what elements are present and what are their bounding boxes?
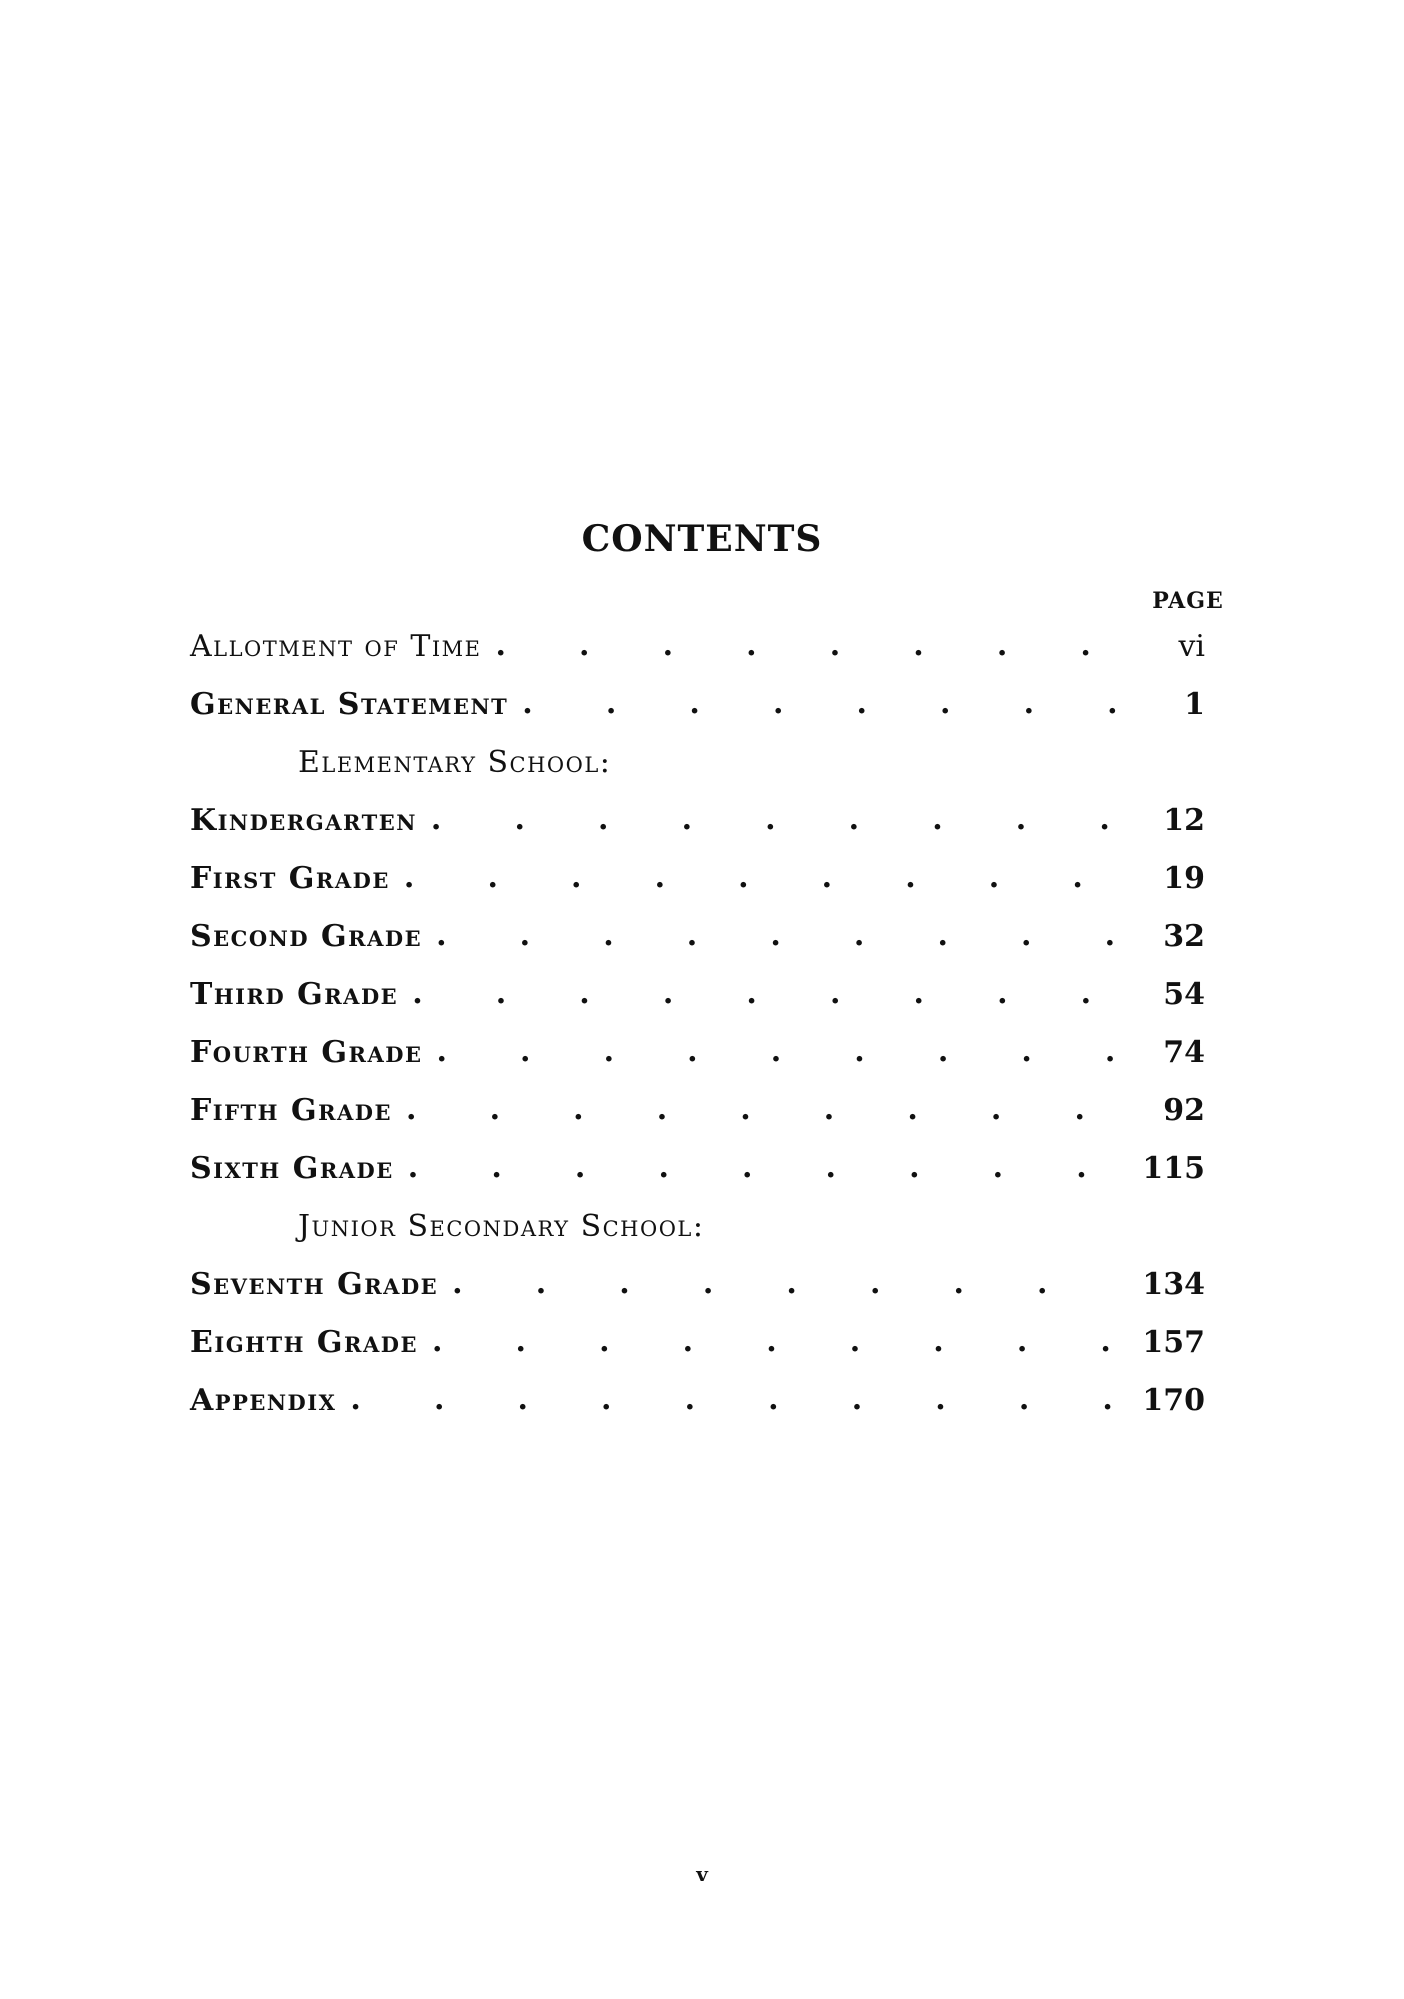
dot-leader bbox=[404, 858, 1120, 898]
toc-entry-page: 54 bbox=[1163, 976, 1205, 1012]
dot-leader bbox=[432, 1322, 1120, 1362]
toc-entry-label: Fourth Grade bbox=[190, 1034, 423, 1070]
toc-entry-page: 1 bbox=[1184, 686, 1205, 722]
toc-entry bbox=[190, 965, 1205, 1023]
toc-entry-label: Kindergarten bbox=[190, 802, 417, 838]
toc-section-heading: Elementary School: bbox=[298, 744, 612, 780]
page-folio: v bbox=[696, 1862, 708, 1886]
toc-entry-label: Third Grade bbox=[190, 976, 399, 1012]
dot-leader bbox=[406, 1090, 1120, 1130]
toc-entry-page: 115 bbox=[1142, 1150, 1205, 1186]
toc-entry bbox=[190, 791, 1205, 849]
dot-leader bbox=[350, 1380, 1120, 1420]
dot-leader bbox=[522, 684, 1120, 724]
toc-entry-label: Second Grade bbox=[190, 918, 423, 954]
toc-entry-label: First Grade bbox=[190, 860, 390, 896]
dot-leader bbox=[431, 800, 1120, 840]
dot-leader bbox=[408, 1148, 1120, 1188]
toc-entry bbox=[190, 1313, 1205, 1371]
dot-leader bbox=[452, 1264, 1120, 1304]
toc-entry bbox=[190, 907, 1205, 965]
toc-entry bbox=[190, 675, 1205, 733]
dot-leader bbox=[496, 626, 1121, 666]
toc-entry bbox=[190, 1081, 1205, 1139]
toc-entry-page: 12 bbox=[1163, 802, 1205, 838]
toc-entry-page: 74 bbox=[1163, 1034, 1205, 1070]
toc-entry bbox=[190, 1023, 1205, 1081]
toc-entry-label: Appendix bbox=[190, 1382, 337, 1418]
toc-entry-page: 19 bbox=[1163, 860, 1205, 896]
toc-entry-page: 157 bbox=[1142, 1324, 1205, 1360]
toc-entry bbox=[190, 849, 1205, 907]
toc-entry-page: 170 bbox=[1142, 1382, 1205, 1418]
toc-section-heading: Junior Secondary School: bbox=[298, 1208, 705, 1244]
dot-leader bbox=[436, 916, 1120, 956]
toc-entry-label: Fifth Grade bbox=[190, 1092, 393, 1128]
page-column-header: PAGE bbox=[1152, 588, 1224, 614]
toc-entry-label: Eighth Grade bbox=[190, 1324, 418, 1360]
dot-leader bbox=[436, 1032, 1120, 1072]
toc-entry-page: 32 bbox=[1163, 918, 1205, 954]
toc-entry bbox=[190, 617, 1205, 675]
table-of-contents bbox=[190, 617, 1205, 1429]
toc-entry-page: 134 bbox=[1142, 1266, 1205, 1302]
toc-entry-label: Allotment of Time bbox=[190, 628, 482, 664]
page-title: CONTENTS bbox=[581, 518, 823, 560]
toc-entry bbox=[190, 1255, 1205, 1313]
toc-entry-label: Seventh Grade bbox=[190, 1266, 439, 1302]
toc-entry-label: Sixth Grade bbox=[190, 1150, 394, 1186]
toc-entry bbox=[190, 1371, 1205, 1429]
toc-entry-page: 92 bbox=[1163, 1092, 1205, 1128]
toc-entry bbox=[190, 1139, 1205, 1197]
toc-entry-page: vi bbox=[1178, 628, 1205, 664]
dot-leader bbox=[412, 974, 1120, 1014]
toc-entry-label: General Statement bbox=[190, 686, 509, 722]
